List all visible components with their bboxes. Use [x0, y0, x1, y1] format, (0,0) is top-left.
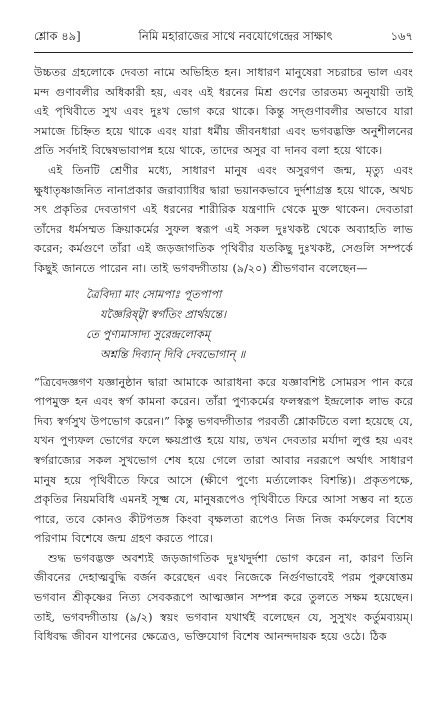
- verse-line: যজ্ঞৈরিষ্ট্বা স্বর্গতিং প্রার্থয়ন্তে।: [100, 307, 227, 321]
- paragraph-1: উচ্চতর গ্রহলোকে দেবতা নামে অভিহিত হন। সাধারণ মানুষেরা সচরাচর ভাল এবং মন্দ গুণাবলীর অধিকারী হয়, এবং এই ধরনের মিশ্র গুণের তারতম্য অনুযায়ী তাই এই পৃথিবীতে সুখ এবং দুঃখ ভোগ করে থাকে। কিন্তু সদ্গুণাবলীর অভাবে যারা সমাজে চিহ্নিত হয়ে থাকে এবং যারা ধর্মীয় জীবনধারা এবং ভগবদ্ভক্তি অনুশীলনের প্রতি সর্বদাই বিদ্বেষভাবাপন্ন হয়ে থাকে, তাদের অসুর বা দানব বলা হয়ে থাকে।: [34, 66, 413, 158]
- verse-line: অশ্নন্তি দিব্যান্ দিবি দেবভোগান্ ॥: [100, 347, 246, 361]
- page-number: ১৬৭: [390, 29, 413, 43]
- running-header: [34, 28, 413, 53]
- verse-line: ত্রৈবিদ্যা মাং সোমপাঃ পূতপাপা: [86, 287, 222, 301]
- paragraph-4: শুদ্ধ ভগবদ্ভক্ত অবশ্যই জড়জাগতিক দুঃখদুর্দশা ভোগ করেন না, কারণ তিনি জীবনের দেহাত্মবুদ্ধি বর্জন করেছেন এবং নিজেকে নির্গুণভাবেই পরম পুরুষোত্তম ভগবান শ্রীকৃষ্ণের নিত্য সেবকরূপে আত্মজ্ঞান সম্পন্ন করে তুলতে সক্ষম হয়েছেন। তাই, ভগবদ্গীতায় (৯/২) স্বয়ং ভগবান যথার্থই বলেছেন যে, সুসুখং কর্তুমব্যয়ম্। বিধিবদ্ধ জীবন যাপনের ক্ষেত্রেও, ভক্তিযোগ বিশেষ আনন্দদায়ক হয়ে ওঠে। ঠিক: [34, 551, 413, 644]
- paragraph-3: “ত্রিবেদজ্ঞগণ যজ্ঞানুষ্ঠান দ্বারা আমাকে আরাধনা করে যজ্ঞাবশিষ্ট সোমরস পান করে পাপমুক্ত হন এবং স্বর্গ কামনা করেন। তাঁরা পুণ্যকর্মের ফলস্বরূপ ইন্দ্রলোক লাভ করে দিব্য স্বর্গসুখ উপভোগ করেন।” কিন্তু ভগবদ্গীতার পরবর্তী শ্লোকটিতে বলা হয়েছে যে, যখন পুণ্যফল ভোগের ফলে ক্ষয়প্রাপ্ত হয়ে যায়, তখন দেবতার মর্যাদা লুপ্ত হয় এবং স্বর্গরাজ্যের সকল সুখভোগ শেষ হয়ে গেলে তারা আবার নররূপে অর্থাৎ সাধারণ মানুষ হয়ে পৃথিবীতে ফিরে আসে (ক্ষীণে পুণ্যে মর্ত্যলোকং বিশন্তি)। প্রকৃতপক্ষে, প্রকৃতির নিয়মবিধি এমনই সূক্ষ্ম যে, মানুষরূপেও পৃথিবীতে ফিরে আসা সম্ভব না হতে পারে, তবে কোনও কীটপতঙ্গ কিংবা বৃক্ষলতা রূপেও নিজ নিজ কর্মফলের বিশেষ পরিণাম বিশেষে জন্ম গ্রহণ করতে পারে।: [34, 375, 413, 546]
- verse-line: তে পুণ্যমাসাদ্য সুরেন্দ্রলোকম্: [86, 327, 211, 341]
- paragraph-2: এই তিনটি শ্রেণীর মধ্যে, সাধারণ মানুষ এবং অসুরগণ জন্ম, মৃত্যু এবং ক্ষুধাতৃষ্ণাজনিত নানাপ্রকার জরাব্যাধির দ্বারা ভয়ানকভাবে দুর্দশাগ্রস্ত হয়ে থাকে, অথচ সৎ প্রকৃতির দেবতাগণ এই ধরনের শারীরিক যন্ত্রণাদি থেকে মুক্ত থাকেন। দেবতারা তাঁদের ধর্মসম্মত ক্রিয়াকর্মের সুফল স্বরূপ এই সকল দুঃখকষ্ট থেকে অব্যাহতি লাভ করেন; কর্মগুণে তাঁরা এই জড়জাগতিক পৃথিবীর যতকিছু দুঃখকষ্ট, সেগুলি সম্পর্কে কিছুই জানতে পারেন না। তাই ভগবদ্গীতায় (৯/২০) শ্রীভগবান বলেছেন—: [34, 163, 413, 275]
- chapter-title: নিমি মহারাজের সাথে নবযোগেন্দ্রের সাক্ষাৎ: [138, 29, 333, 43]
- verse-reference: শ্লোক ৪৯]: [34, 29, 81, 43]
- sanskrit-verse: [34, 285, 413, 365]
